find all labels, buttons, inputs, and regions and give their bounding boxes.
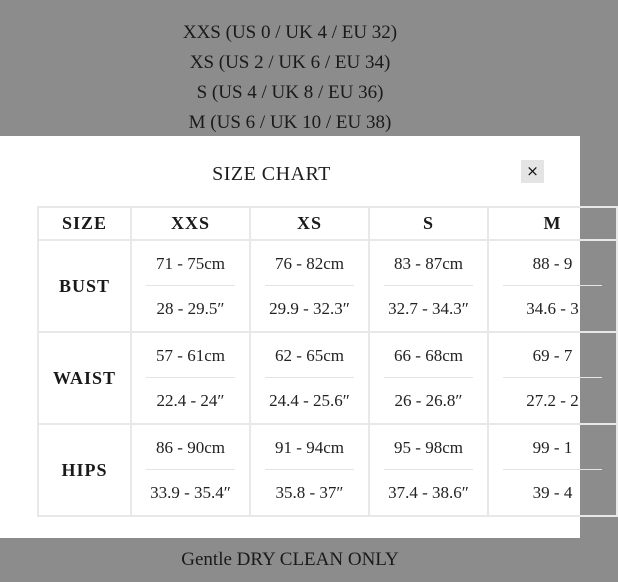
table-cell [488,424,617,516]
table-cell [488,332,617,424]
value-cm: 71 - 75cm [146,241,235,286]
size-table [37,206,618,517]
value-inches: 24.4 - 25.6″ [269,391,350,410]
value-inches: 33.9 - 35.4″ [150,483,231,502]
value-cm: 99 - 1 [503,425,602,470]
value-cm: 95 - 98cm [384,425,473,470]
table-header-row [38,207,617,240]
table-cell [131,240,250,332]
value-cm: 83 - 87cm [384,241,473,286]
table-row-waist [38,332,617,424]
value-cm: 91 - 94cm [265,425,354,470]
size-conversion-s: S (US 4 / UK 8 / EU 36) [196,82,384,103]
table-cell [369,240,488,332]
value-inches: 26 - 26.8″ [394,391,463,410]
row-label-waist: WAIST [38,332,131,424]
value-inches: 34.6 - 3 [526,299,579,318]
size-conversion-xxs: XXS (US 0 / UK 4 / EU 32) [182,22,398,43]
row-label-hips: HIPS [38,424,131,516]
table-cell [250,240,369,332]
column-header-xs: XS [250,207,369,240]
table-cell [369,332,488,424]
table-cell [369,424,488,516]
value-cm: 57 - 61cm [146,333,235,378]
modal-title: SIZE CHART [212,163,331,185]
row-label-bust: BUST [38,240,131,332]
size-conversion-m: M (US 6 / UK 10 / EU 38) [188,112,392,133]
value-inches: 22.4 - 24″ [156,391,225,410]
size-conversion-list [0,18,580,138]
value-cm: 69 - 7 [503,333,602,378]
table-cell [131,424,250,516]
value-inches: 27.2 - 2 [526,391,579,410]
size-chart-modal [0,136,580,538]
column-header-s: S [369,207,488,240]
table-corner-label: SIZE [38,207,131,240]
close-button[interactable]: × [521,160,544,183]
value-inches: 37.4 - 38.6″ [388,483,469,502]
value-cm: 66 - 68cm [384,333,473,378]
value-inches: 35.8 - 37″ [275,483,344,502]
table-row-bust [38,240,617,332]
table-cell [250,424,369,516]
table-cell [250,332,369,424]
care-instructions-bar [0,538,580,580]
column-header-xxs: XXS [131,207,250,240]
value-cm: 88 - 9 [503,241,602,286]
value-cm: 76 - 82cm [265,241,354,286]
table-cell [488,240,617,332]
value-cm: 86 - 90cm [146,425,235,470]
size-table-scroll-area[interactable] [37,206,579,515]
column-header-m: M [488,207,617,240]
table-row-hips [38,424,617,516]
value-inches: 29.9 - 32.3″ [269,299,350,318]
care-instructions-text: Gentle DRY CLEAN ONLY [181,549,399,570]
value-inches: 39 - 4 [532,483,573,502]
value-cm: 62 - 65cm [265,333,354,378]
table-cell [131,332,250,424]
value-inches: 28 - 29.5″ [156,299,225,318]
value-inches: 32.7 - 34.3″ [388,299,469,318]
size-conversion-xs: XS (US 2 / UK 6 / EU 34) [189,52,391,73]
